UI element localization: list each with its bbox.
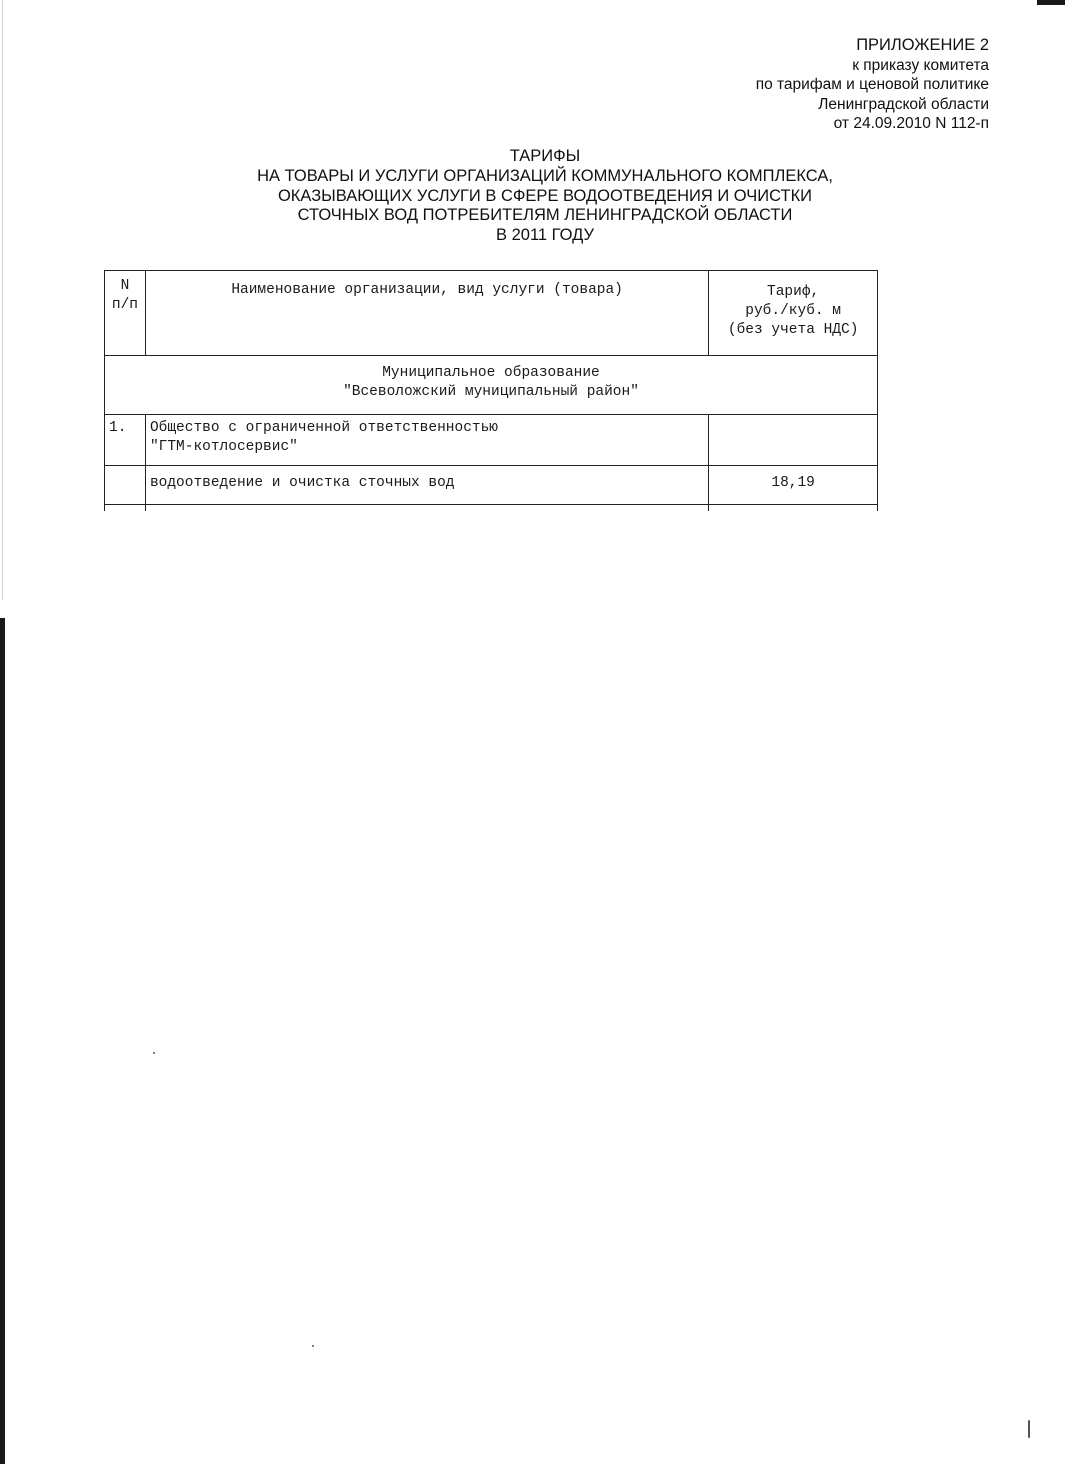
scan-border-left bbox=[0, 618, 5, 1464]
title-line: ТАРИФЫ bbox=[509, 147, 581, 165]
service-tariff-cell: 18,19 bbox=[709, 466, 878, 505]
table-row bbox=[105, 415, 878, 466]
header-number-cell bbox=[105, 271, 146, 356]
title-line: НА ТОВАРЫ И УСЛУГИ ОРГАНИЗАЦИЙ КОММУНАЛЬНОГО КОМПЛЕКСА, bbox=[257, 166, 833, 185]
approval-line: к приказу комитета bbox=[852, 56, 989, 74]
header-tariff-cell bbox=[709, 271, 878, 356]
municipality-text: Муниципальное образование bbox=[382, 365, 600, 381]
header-tariff-text: Тариф, bbox=[767, 284, 820, 300]
header-tariff-text: (без учета НДС) bbox=[727, 322, 859, 338]
header-number-text: N bbox=[120, 278, 130, 294]
header-name-cell bbox=[145, 271, 708, 356]
scan-speck bbox=[153, 1052, 155, 1054]
continuation-cell bbox=[709, 505, 878, 512]
row-number-cell bbox=[105, 466, 146, 505]
approval-line: по тарифам и ценовой политике bbox=[755, 76, 989, 93]
approval-line: Ленинградской области bbox=[818, 95, 989, 113]
appendix-label: ПРИЛОЖЕНИЕ 2 bbox=[856, 36, 989, 54]
continuation-cell bbox=[105, 505, 146, 512]
scan-speck bbox=[312, 1345, 314, 1347]
title-line: СТОЧНЫХ ВОД ПОТРЕБИТЕЛЯМ ЛЕНИНГРАДСКОЙ ОБЛАСТИ bbox=[297, 206, 793, 225]
service-name-cell: водоотведение и очистка сточных вод bbox=[145, 466, 708, 505]
organization-name-text: Общество с ограниченной ответственностью bbox=[149, 420, 498, 436]
table-header-row bbox=[105, 271, 878, 356]
header-name-text: Наименование организации, вид услуги (товара) bbox=[231, 282, 623, 298]
document-title bbox=[110, 147, 980, 246]
organization-name-text: "ГТМ-котлосервис" bbox=[149, 439, 298, 455]
continuation-cell bbox=[145, 505, 708, 512]
table-row bbox=[105, 466, 878, 505]
approval-block bbox=[756, 36, 989, 134]
tariff-table bbox=[104, 270, 878, 511]
scan-border-top-right bbox=[1037, 0, 1065, 5]
title-line: ОКАЗЫВАЮЩИХ УСЛУГИ В СФЕРЕ ВОДООТВЕДЕНИЯ И ОЧИСТКИ bbox=[277, 186, 813, 205]
row-number-cell: 1. bbox=[105, 415, 146, 466]
approval-date-number: от 24.09.2010 N 112-п bbox=[833, 115, 989, 132]
municipality-row bbox=[105, 356, 878, 415]
table-continuation-row bbox=[105, 505, 878, 512]
title-line: В 2011 ГОДУ bbox=[496, 226, 594, 245]
scan-speck bbox=[1028, 1420, 1030, 1438]
scan-edge bbox=[2, 0, 3, 600]
organization-tariff-cell bbox=[709, 415, 878, 466]
municipality-text: "Всеволожский муниципальный район" bbox=[343, 384, 639, 400]
municipality-cell bbox=[105, 356, 878, 415]
organization-name-cell bbox=[145, 415, 708, 466]
header-tariff-text: руб./куб. м bbox=[745, 303, 841, 319]
header-number-text: п/п bbox=[111, 297, 139, 313]
